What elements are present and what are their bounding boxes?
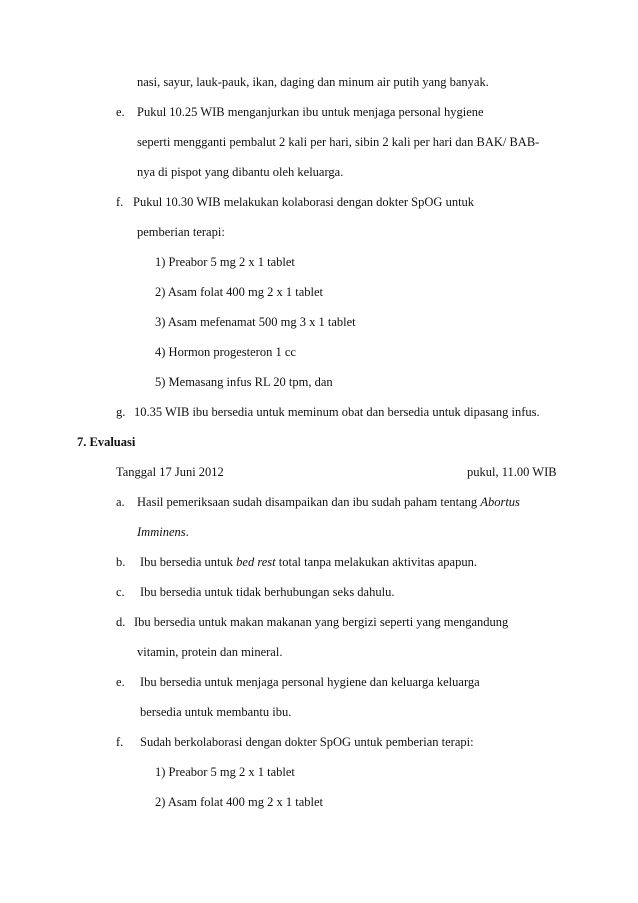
- text-line: Sudah berkolaborasi dengan dokter SpOG untuk pemberian terapi:: [140, 735, 474, 749]
- text-line: nasi, sayur, lauk-pauk, ikan, daging dan minum air putih yang banyak.: [137, 75, 489, 89]
- italic-term: Abortus: [480, 495, 520, 509]
- text-line: [140, 554, 477, 570]
- text-line: Ibu bersedia untuk makan makanan yang bergizi seperti yang mengandung: [134, 615, 509, 629]
- text-segment: Ibu bersedia untuk: [140, 555, 234, 569]
- therapy-item: 3) Asam mefenamat 500 mg 3 x 1 tablet: [155, 315, 356, 329]
- therapy-item: 4) Hormon progesteron 1 cc: [155, 345, 296, 359]
- text-segment: total tanpa melakukan aktivitas apapun.: [278, 555, 477, 569]
- therapy-item: 1) Preabor 5 mg 2 x 1 tablet: [155, 765, 295, 779]
- list-marker: e.: [116, 105, 125, 119]
- list-marker: a.: [116, 495, 125, 509]
- therapy-item: 2) Asam folat 400 mg 2 x 1 tablet: [155, 795, 324, 809]
- text-segment: Hasil pemeriksaan sudah disampaikan dan ibu sudah paham tentang: [137, 495, 478, 509]
- text-line: [137, 494, 520, 510]
- text-line: pemberian terapi:: [137, 225, 225, 239]
- therapy-item: 5) Memasang infus RL 20 tpm, dan: [155, 375, 333, 389]
- evaluation-date: Tanggal 17 Juni 2012: [116, 465, 224, 479]
- list-marker: g.: [116, 405, 126, 419]
- text-line: Ibu bersedia untuk menjaga personal hygiene dan keluarga keluarga: [140, 675, 480, 689]
- list-marker: e.: [116, 675, 125, 689]
- text-segment: .: [185, 525, 189, 539]
- italic-term: bed rest: [236, 555, 276, 569]
- list-marker: f.: [116, 735, 124, 749]
- text-line: Ibu bersedia untuk tidak berhubungan seks dahulu.: [140, 585, 395, 599]
- text-line: vitamin, protein dan mineral.: [137, 645, 283, 659]
- text-line: Pukul 10.30 WIB melakukan kolaborasi dengan dokter SpOG untuk: [133, 195, 475, 209]
- therapy-item: 1) Preabor 5 mg 2 x 1 tablet: [155, 255, 295, 269]
- list-marker: b.: [116, 555, 126, 569]
- text-line: 10.35 WIB ibu bersedia untuk meminum obat dan bersedia untuk dipasang infus.: [134, 405, 540, 419]
- section-heading: 7. Evaluasi: [77, 435, 136, 449]
- text-line: bersedia untuk membantu ibu.: [140, 705, 292, 719]
- text-line: nya di pispot yang dibantu oleh keluarga.: [137, 165, 344, 179]
- therapy-item: 2) Asam folat 400 mg 2 x 1 tablet: [155, 285, 324, 299]
- text-line: [137, 524, 189, 540]
- list-marker: c.: [116, 585, 125, 599]
- text-line: seperti mengganti pembalut 2 kali per hari, sibin 2 kali per hari dan BAK/ BAB-: [137, 135, 540, 149]
- italic-term: Imminens: [137, 525, 186, 539]
- list-marker: f.: [116, 195, 124, 209]
- list-marker: d.: [116, 615, 126, 629]
- evaluation-time: pukul, 11.00 WIB: [467, 465, 557, 479]
- text-line: Pukul 10.25 WIB menganjurkan ibu untuk menjaga personal hygiene: [137, 105, 484, 119]
